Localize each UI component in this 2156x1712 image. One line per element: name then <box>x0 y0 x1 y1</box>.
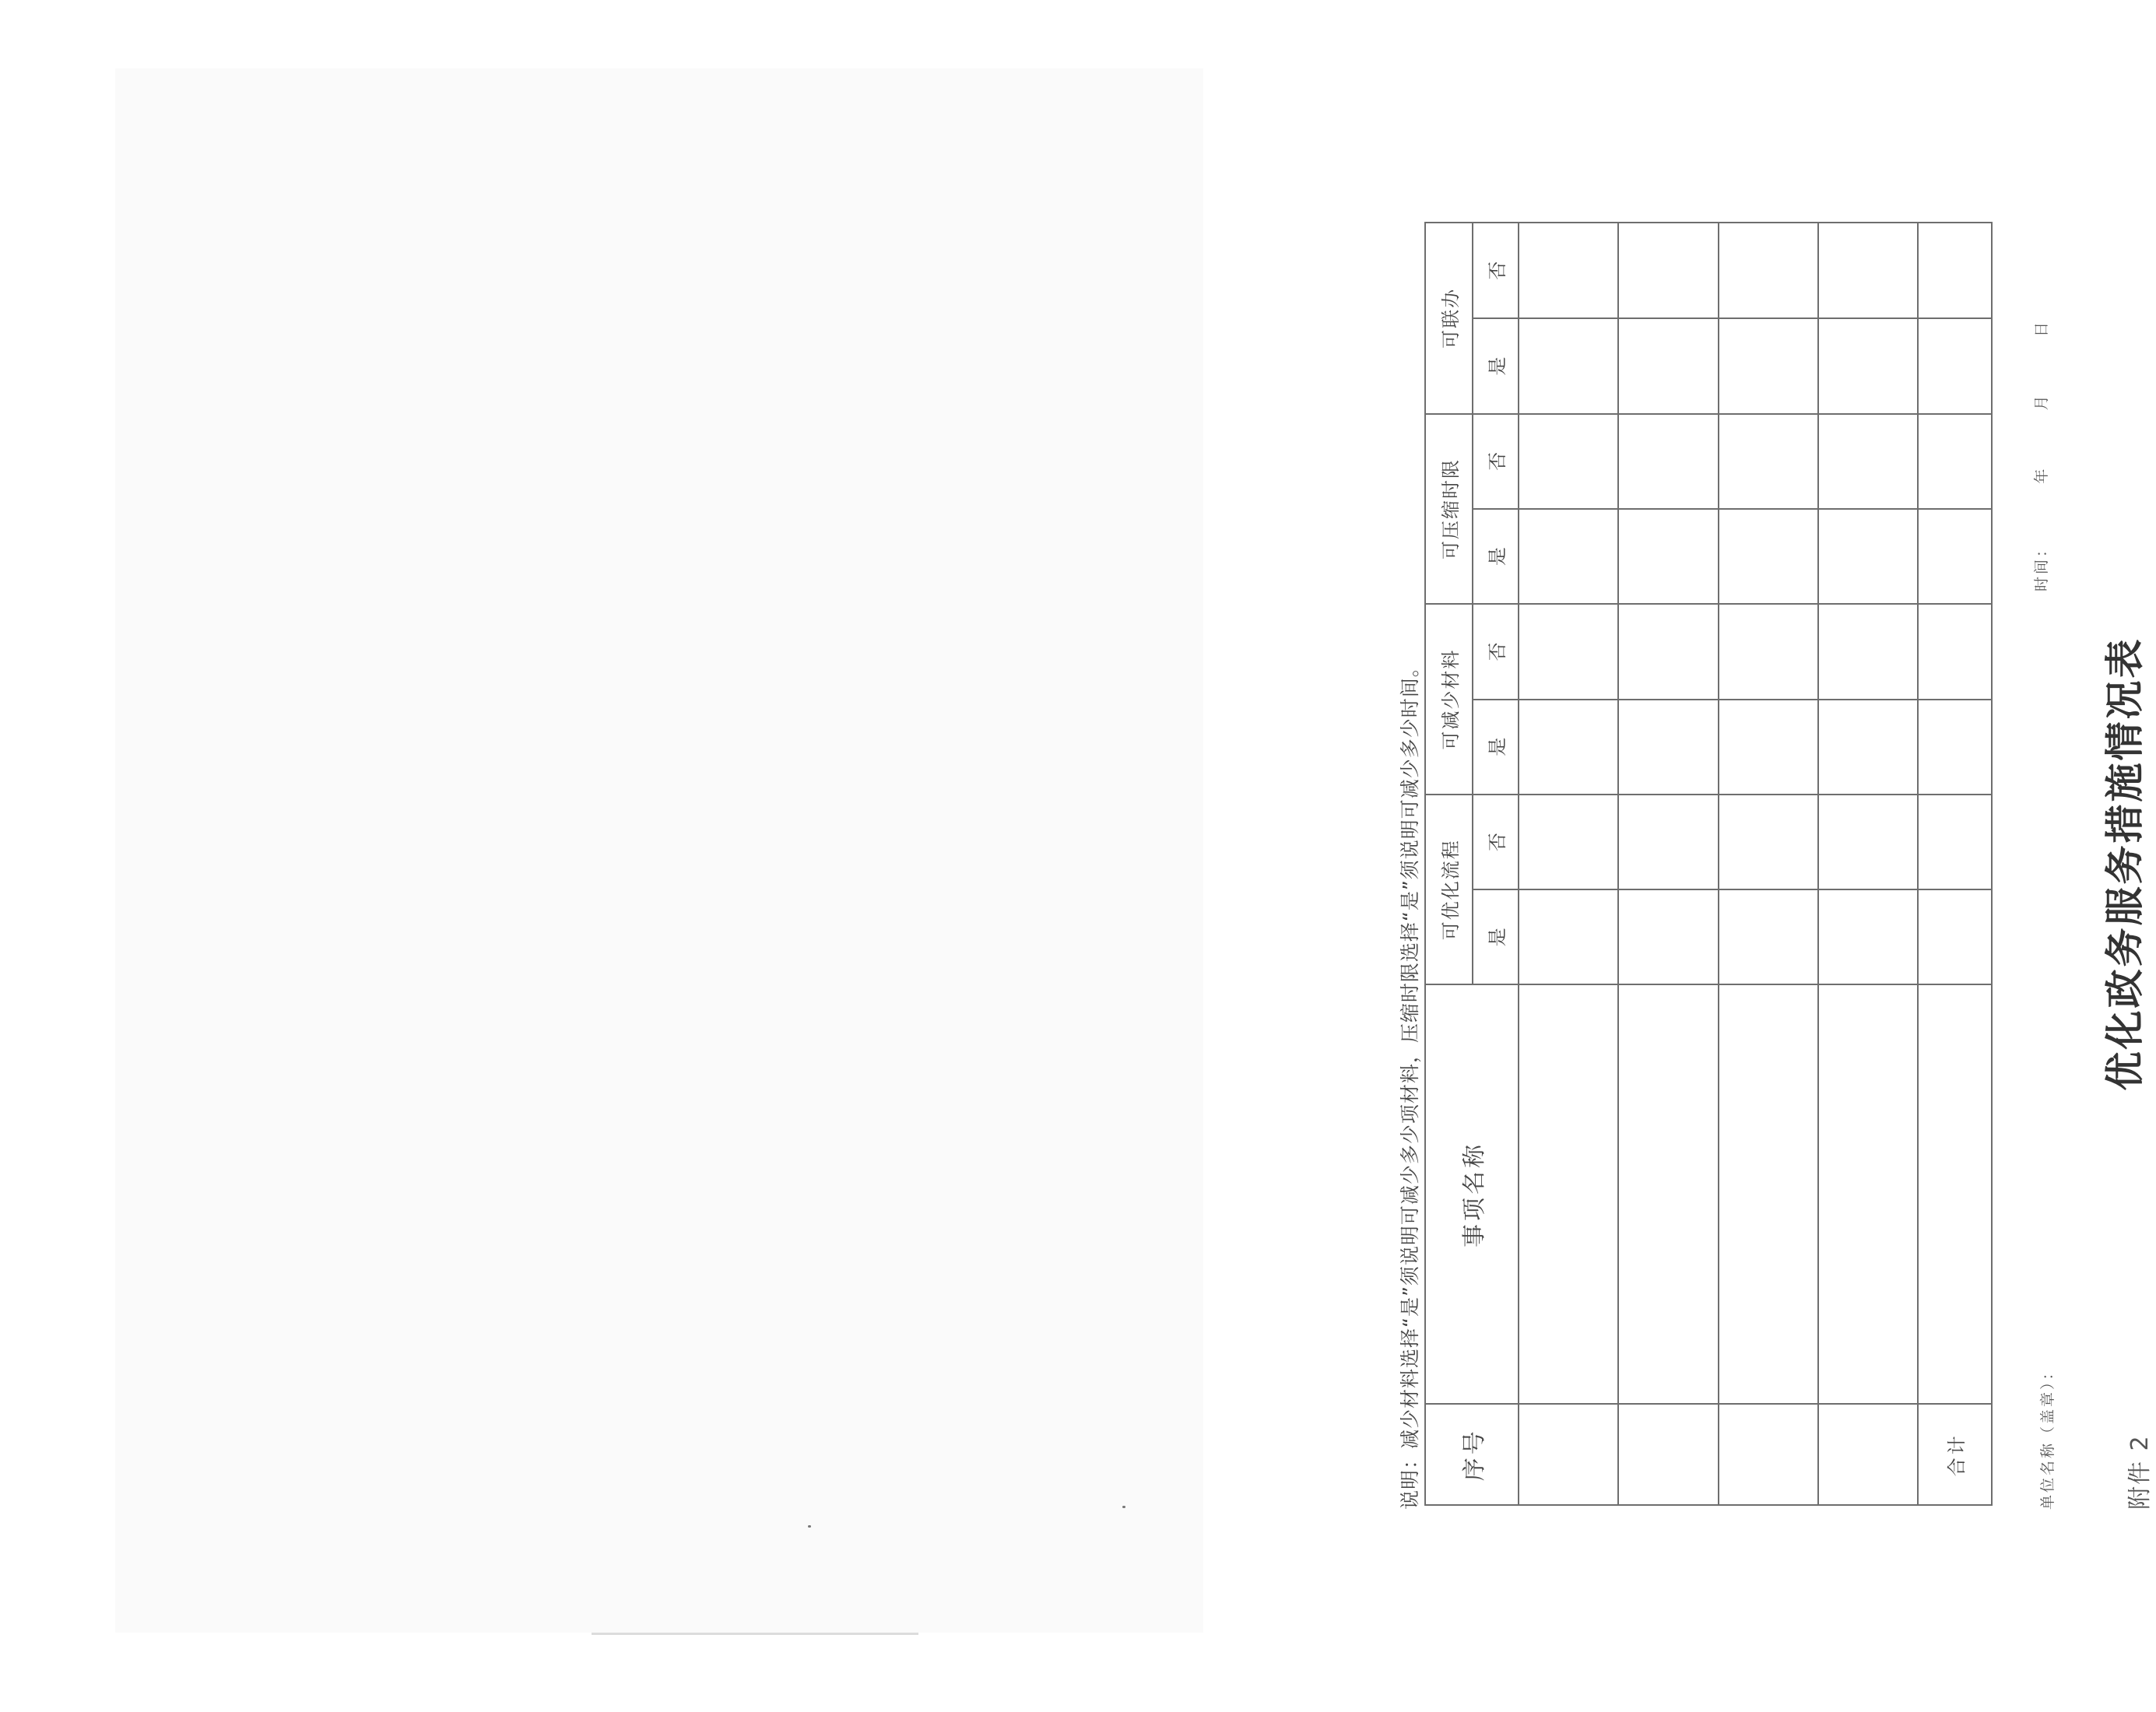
table-cell <box>1818 509 1918 604</box>
table-cell <box>1818 889 1918 984</box>
date-label: 时间： <box>2033 539 2050 591</box>
table-row <box>1519 223 1618 1505</box>
date-line <box>2030 320 2051 591</box>
table-cell <box>1519 223 1618 318</box>
table-cell <box>1519 889 1618 984</box>
table-cell <box>1818 223 1918 318</box>
table-row <box>1618 223 1718 1505</box>
table-cell <box>1519 414 1618 509</box>
month-label: 月 <box>2033 393 2050 411</box>
table-cell <box>1719 223 1818 318</box>
table-cell <box>1818 318 1918 413</box>
group-header-optimize-process: 可优化流程 <box>1425 795 1473 985</box>
table-cell <box>1719 604 1818 699</box>
col-header-item-name: 事项名称 <box>1425 985 1519 1405</box>
scan-speck <box>808 1525 811 1528</box>
table-cell <box>1618 795 1718 889</box>
measures-table <box>1424 222 1993 1506</box>
rotated-form-sheet <box>1206 163 2156 1564</box>
table-cell <box>1918 604 1992 699</box>
year-label: 年 <box>2033 466 2050 484</box>
table-cell <box>1618 1404 1718 1505</box>
table-cell <box>1618 604 1718 699</box>
table-cell <box>1918 414 1992 509</box>
table-cell <box>1618 414 1718 509</box>
table-cell <box>1818 604 1918 699</box>
table-cell <box>1519 1404 1618 1505</box>
scanned-page <box>115 68 1203 1633</box>
explanation-note: 说明：减少材料选择“是”须说明可减少多少项材料，压缩时限选择“是”须说明可减少多少时间。 <box>1399 657 1421 1510</box>
table-cell <box>1618 700 1718 795</box>
day-label: 日 <box>2033 319 2050 337</box>
table-cell <box>1918 700 1992 795</box>
table-cell <box>1519 985 1618 1405</box>
yes-header: 是 <box>1473 889 1519 984</box>
table-cell <box>1519 795 1618 889</box>
table-cell <box>1818 414 1918 509</box>
scan-edge <box>592 1633 918 1635</box>
table-cell <box>1918 318 1992 413</box>
table-cell <box>1719 1404 1818 1505</box>
group-header-shorten-time: 可压缩时限 <box>1425 414 1473 605</box>
table-cell <box>1519 318 1618 413</box>
table-cell <box>1618 889 1718 984</box>
table-cell <box>1918 223 1992 318</box>
total-row <box>1918 223 1992 1505</box>
no-header: 否 <box>1473 223 1519 318</box>
table-cell <box>1618 318 1718 413</box>
total-label: 合计 <box>1918 1404 1992 1505</box>
yes-header: 是 <box>1473 509 1519 604</box>
no-header: 否 <box>1473 414 1519 509</box>
table-cell <box>1719 795 1818 889</box>
group-header-reduce-materials: 可减少材料 <box>1425 604 1473 795</box>
table-cell <box>1918 509 1992 604</box>
table-cell <box>1519 604 1618 699</box>
table-cell <box>1818 985 1918 1405</box>
col-header-seq: 序号 <box>1425 1404 1519 1505</box>
document-title: 优化政务服务措施情况表 <box>2102 637 2147 1091</box>
table-cell <box>1818 1404 1918 1505</box>
table-cell <box>1719 700 1818 795</box>
group-header-joint-handling: 可联办 <box>1425 223 1473 414</box>
table-cell <box>1719 318 1818 413</box>
table-cell <box>1918 889 1992 984</box>
table-cell <box>1519 700 1618 795</box>
no-header: 否 <box>1473 795 1519 889</box>
table-cell <box>1719 985 1818 1405</box>
attachment-label: 附件 2 <box>2126 1434 2154 1510</box>
table-cell <box>1918 795 1992 889</box>
no-header: 否 <box>1473 604 1519 699</box>
table-row <box>1719 223 1818 1505</box>
table-cell <box>1618 985 1718 1405</box>
table-cell <box>1918 985 1992 1405</box>
yes-header: 是 <box>1473 318 1519 413</box>
table-cell <box>1618 223 1718 318</box>
unit-name-label: 单位名称（盖章）： <box>2039 1363 2056 1510</box>
table-cell <box>1818 795 1918 889</box>
table-row <box>1818 223 1918 1505</box>
scan-speck <box>1122 1506 1125 1508</box>
table-cell <box>1719 889 1818 984</box>
table-cell <box>1719 414 1818 509</box>
header-row-1 <box>1425 223 1473 1505</box>
table-cell <box>1719 509 1818 604</box>
table-cell <box>1818 700 1918 795</box>
yes-header: 是 <box>1473 700 1519 795</box>
table-cell <box>1618 509 1718 604</box>
table-cell <box>1519 509 1618 604</box>
